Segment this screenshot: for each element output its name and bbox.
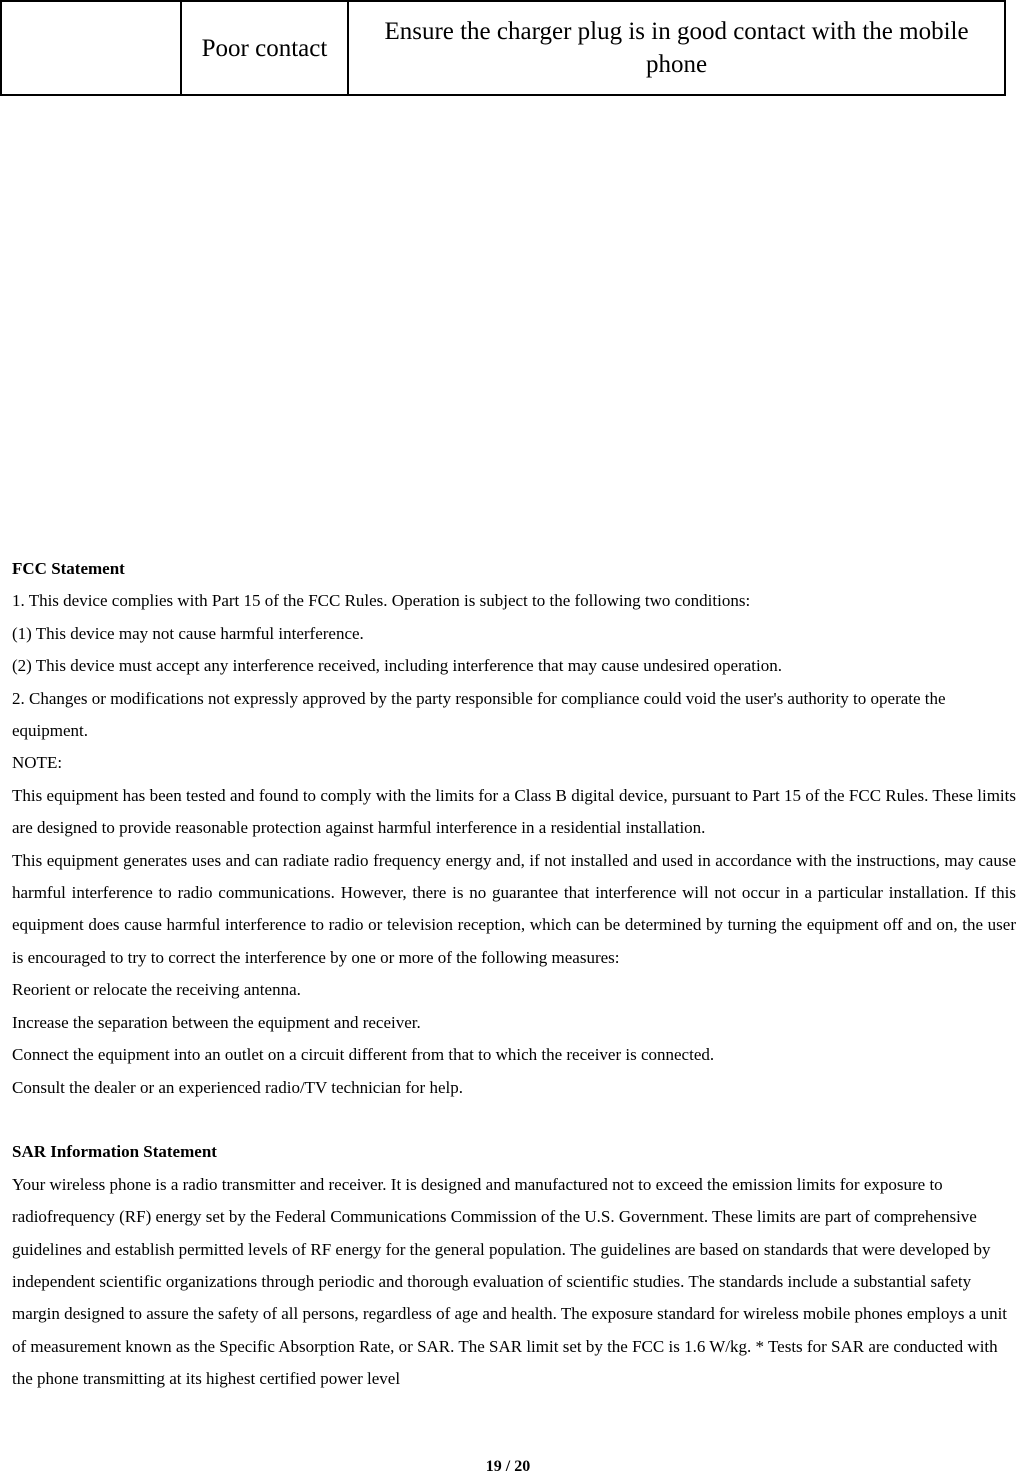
troubleshooting-table	[0, 0, 1006, 96]
document-body	[12, 553, 1016, 1396]
fcc-measure: Consult the dealer or an experienced radio/TV technician for help.	[12, 1077, 463, 1097]
fcc-measure: Reorient or relocate the receiving antenna.	[12, 980, 301, 1000]
section-gap	[12, 1104, 1016, 1136]
solution-cell: Ensure the charger plug is in good contact with the mobile phone	[348, 1, 1005, 95]
page-number: 19 / 20	[485, 1458, 531, 1475]
fcc-paragraph: NOTE:	[12, 753, 63, 773]
fcc-paragraph: This equipment generates uses and can radiate radio frequency energy and, if not installed and used in accordance with the instructions, may cause harmful interference to radio communications. However, there is no guarantee that interference will not occur in a particular installation. If this equipment does cause harmful interference to radio or television reception, which can be determined by turning the equipment off and on, the user is encouraged to try to correct the interference by one or more of the following measures:	[12, 850, 1016, 967]
sar-paragraph: Your wireless phone is a radio transmitter and receiver. It is designed and manufactured not to exceed the emission limits for exposure to radiofrequency (RF) energy set by the Federal Communications Commission of the U.S. Government. These limits are part of comprehensive guidelines and establish permitted levels of RF energy for the general population. The guidelines are based on standards that were developed by independent scientific organizations through periodic and thorough evaluation of scientific studies. The standards include a substantial safety margin designed to assure the safety of all persons, regardless of age and health. The exposure standard for wireless mobile phones employs a unit of measurement known as the Specific Absorption Rate, or SAR. The SAR limit set by the FCC is 1.6 W/kg. * Tests for SAR are conducted with the phone transmitting at its highest certified power level	[12, 1174, 1008, 1389]
fcc-paragraph: This equipment has been tested and found to comply with the limits for a Class B digital device, pursuant to Part 15 of the FCC Rules. These limits are designed to provide reasonable protection against harmful interference in a residential installation.	[12, 785, 1016, 838]
cause-cell	[1, 1, 181, 95]
table-row	[1, 1, 1005, 95]
sar-heading: SAR Information Statement	[12, 1142, 217, 1162]
fcc-paragraph: 1. This device complies with Part 15 of the FCC Rules. Operation is subject to the following two conditions:	[12, 591, 751, 611]
problem-cell: Poor contact	[181, 1, 348, 95]
fcc-paragraph: 2. Changes or modifications not expressly approved by the party responsible for compliance could void the user's authority to operate the equipment.	[12, 688, 946, 741]
fcc-measure: Increase the separation between the equipment and receiver.	[12, 1012, 421, 1032]
fcc-paragraph: (2) This device must accept any interference received, including interference that may cause undesired operation.	[12, 656, 783, 676]
fcc-measure: Connect the equipment into an outlet on a circuit different from that to which the receiver is connected.	[12, 1045, 715, 1065]
fcc-paragraph: (1) This device may not cause harmful interference.	[12, 623, 364, 643]
fcc-heading: FCC Statement	[12, 559, 125, 578]
